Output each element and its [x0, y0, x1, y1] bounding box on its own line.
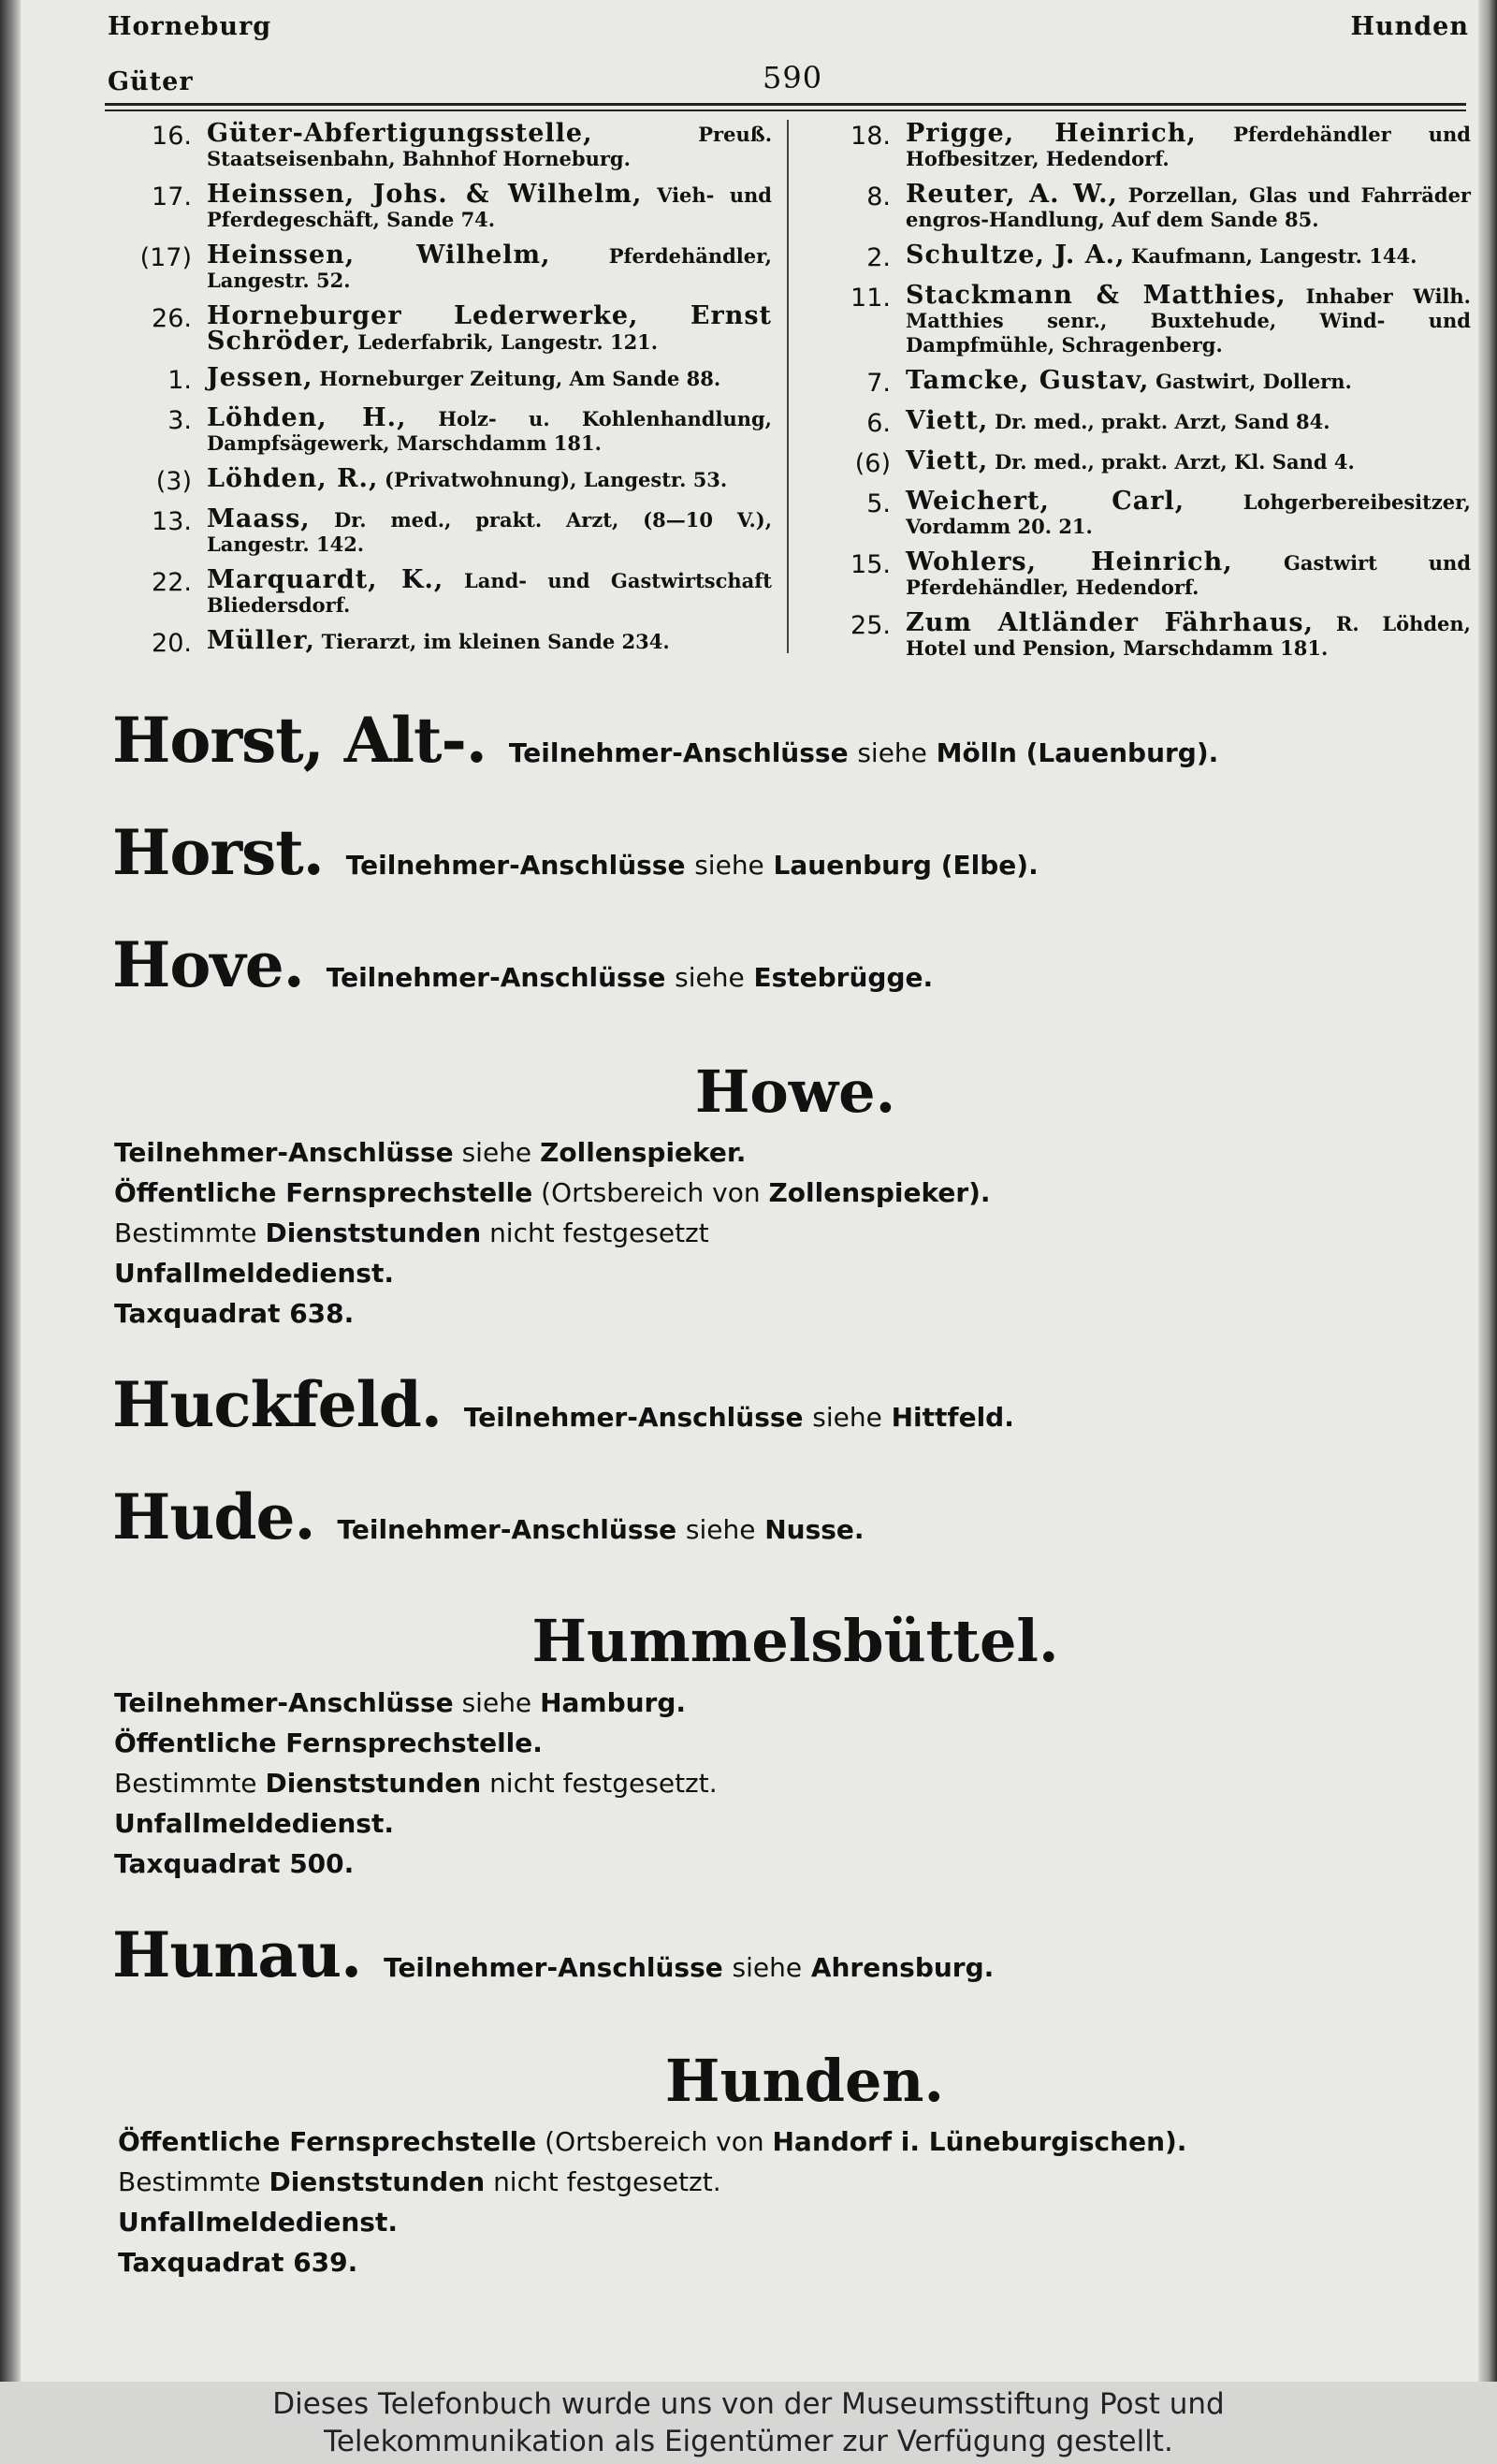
see-word: siehe [812, 1402, 882, 1433]
subscriber-text [906, 608, 1471, 661]
see-word: siehe [675, 962, 745, 993]
subscriber-details: Dr. med., prakt. Arzt, Kl. Sand 4. [994, 450, 1355, 474]
subscriber-name: Löhden, H., [207, 403, 407, 432]
subscriber-entry [816, 281, 1471, 357]
subscriber-details: Preuß. Staatseisenbahn, Bahnhof Horneburg. [207, 123, 772, 170]
subscriber-details: Lohgerbereibesitzer, Vordamm 20. 21. [906, 490, 1471, 538]
subscriber-name: Heinssen, Wilhelm, [207, 241, 551, 270]
info-text: Teilnehmer-Anschlüsse [114, 1687, 454, 1718]
subscriber-details: Land- und Gastwirtschaft Bliedersdorf. [207, 569, 772, 617]
subscriber-name: Prigge, Heinrich, [906, 119, 1197, 148]
info-text: Bestimmte [118, 2166, 261, 2197]
subscriber-number: 3. [167, 406, 192, 435]
subscriber-name: Löhden, R., [207, 464, 379, 493]
hummelsbuettel-info [114, 1683, 718, 1884]
subscriber-text [207, 504, 772, 557]
footer-line: Telekommunikation als Eigentümer zur Verfügung gestellt. [324, 2425, 1173, 2458]
subscriber-details: Gastwirt, Dollern. [1155, 370, 1352, 393]
subscriber-name: Viett, [906, 406, 989, 435]
place-name: Horst, Alt-. [112, 704, 487, 777]
place-name: Hude. [112, 1480, 315, 1553]
subscriber-text [906, 489, 1471, 539]
subscriber-entry [117, 363, 772, 395]
copyright-footer [0, 2382, 1497, 2464]
subscriber-name: Weichert, Carl, [906, 487, 1185, 516]
subscriber-number: 5. [866, 489, 891, 518]
running-head-sub: Güter [108, 67, 194, 96]
info-text: nicht festgesetzt [489, 1217, 709, 1248]
subscriber-entry [816, 446, 1471, 478]
see-word: siehe [857, 737, 927, 768]
subscriber-details: Pferdehändler und Hofbesitzer, Hedendorf. [906, 123, 1471, 170]
subscriber-text [207, 626, 772, 658]
info-text: Zollenspieker. [540, 1137, 747, 1168]
info-text: Dienststunden [269, 2166, 486, 2197]
info-text: Unfallmeldedienst. [114, 1258, 394, 1289]
subscriber-number: 18. [850, 122, 891, 151]
subscriber-text [906, 366, 1471, 398]
subscriber-text [906, 406, 1471, 438]
subscriber-entry [816, 119, 1471, 171]
see-target: Estebrügge. [753, 962, 934, 993]
subscriber-name: Güter-Abfertigungsstelle, [207, 119, 593, 148]
place-hunau [112, 1918, 994, 1991]
subscriber-entry [117, 504, 772, 557]
subscriber-details: Horneburger Zeitung, Am Sande 88. [319, 367, 721, 390]
place-name: Horst. [112, 816, 324, 889]
subscriber-name: Reuter, A. W., [906, 180, 1118, 209]
header-rule-thin [105, 109, 1466, 111]
subscriber-text [207, 403, 772, 456]
subscriber-name: Schultze, J. A., [906, 241, 1126, 270]
subscriber-entry [816, 489, 1471, 539]
subscriber-number: 16. [152, 122, 192, 151]
info-text: Taxquadrat 500. [114, 1848, 355, 1879]
hunden-info [118, 2121, 1186, 2282]
see-word: siehe [694, 850, 764, 881]
subscriber-entry [117, 626, 772, 658]
subscriber-details: R. Löhden, Hotel und Pension, Marschdamm 181. [906, 612, 1471, 660]
subscriber-text [207, 243, 772, 293]
subscriber-name: Heinssen, Johs. & Wilhelm, [207, 180, 643, 209]
place-name: Huckfeld. [112, 1368, 442, 1441]
subscriber-entry [816, 182, 1471, 232]
info-text: (Ortsbereich von [541, 1177, 761, 1208]
subscriber-name: Marquardt, K., [207, 565, 444, 594]
info-text: siehe [461, 1687, 532, 1718]
place-horst [112, 816, 1039, 889]
info-text: siehe [461, 1137, 532, 1168]
subscriber-entry [816, 366, 1471, 398]
place-name: Hove. [112, 928, 304, 1001]
info-text: Öffentliche Fernsprechstelle [118, 2126, 537, 2157]
subscriber-number: 11. [850, 284, 891, 313]
subscriber-name: Müller, [207, 626, 315, 655]
see-target: Lauenburg (Elbe). [773, 850, 1039, 881]
subscriber-details: Dr. med., prakt. Arzt, (8—10 V.), Langestr. 142. [207, 508, 772, 556]
subscriber-number: 1. [167, 366, 192, 395]
subscriber-name: Zum Altländer Fährhaus, [906, 608, 1315, 637]
subscriber-text [207, 464, 772, 496]
info-text: Dienststunden [265, 1217, 482, 1248]
place-hude [112, 1480, 865, 1553]
subscriber-entry [117, 565, 772, 618]
subscriber-text [207, 119, 772, 171]
subscriber-name: Viett, [906, 446, 989, 475]
subscriber-details: Vieh- und Pferdegeschäft, Sande 74. [207, 183, 772, 231]
subscriber-number: 25. [850, 611, 891, 640]
subscriber-details: Holz- u. Kohlenhandlung, Dampfsägewerk, Marschdamm 181. [207, 407, 772, 455]
subscriber-text [207, 301, 772, 356]
subscriber-number: 17. [152, 182, 192, 211]
see-prefix: Teilnehmer-Anschlüsse [384, 1952, 723, 1983]
subscriber-number: (17) [139, 243, 192, 272]
subscriber-text [207, 182, 772, 232]
subscriber-number: (3) [155, 467, 192, 496]
info-text: (Ortsbereich von [545, 2126, 764, 2157]
subscriber-name: Maass, [207, 504, 311, 533]
see-target: Ahrensburg. [810, 1952, 995, 1983]
info-text: Taxquadrat 639. [118, 2247, 358, 2278]
info-text: nicht festgesetzt. [489, 1768, 718, 1799]
place-huckfeld [112, 1368, 1014, 1441]
see-word: siehe [732, 1952, 803, 1983]
see-prefix: Teilnehmer-Anschlüsse [345, 850, 686, 881]
subscriber-number: 2. [866, 243, 891, 272]
subscriber-details: Porzellan, Glas und Fahrräder engros-Handlung, Auf dem Sande 85. [906, 183, 1471, 231]
subscriber-number: 15. [850, 550, 891, 579]
place-name: Hunau. [112, 1918, 362, 1991]
subscriber-number: 22. [152, 568, 192, 597]
subscriber-entry [117, 301, 772, 356]
see-target: Mölln (Lauenburg). [936, 737, 1219, 768]
info-text: Taxquadrat 638. [114, 1298, 355, 1329]
subscriber-number: 20. [152, 629, 192, 658]
subscriber-number: 8. [866, 182, 891, 211]
see-prefix: Teilnehmer-Anschlüsse [326, 962, 666, 993]
footer-line: Dieses Telefonbuch wurde uns von der Museumsstiftung Post und [272, 2387, 1225, 2421]
section-title-hummelsbuettel: Hummelsbüttel. [531, 1607, 1059, 1675]
subscriber-number: 13. [152, 507, 192, 536]
subscriber-entry [117, 119, 772, 171]
running-head-left: Horneburg [108, 12, 272, 41]
subscriber-entry [117, 403, 772, 456]
subscriber-list-left [117, 119, 772, 669]
see-word: siehe [685, 1514, 756, 1545]
info-text: Hamburg. [540, 1687, 687, 1718]
subscriber-entry [117, 464, 772, 496]
subscriber-number: 26. [152, 304, 192, 333]
book-spine-shadow [0, 0, 21, 2382]
place-horst-alt [112, 704, 1218, 777]
subscriber-text [906, 119, 1471, 171]
see-target: Nusse. [764, 1514, 865, 1545]
subscriber-text [906, 547, 1471, 600]
info-text: Dienststunden [265, 1768, 482, 1799]
subscriber-text [207, 363, 772, 395]
info-text: Bestimmte [114, 1768, 257, 1799]
subscriber-name: Stackmann & Matthies, [906, 281, 1286, 310]
subscriber-details: Lederfabrik, Langestr. 121. [357, 330, 659, 354]
subscriber-details: (Privatwohnung), Langestr. 53. [385, 468, 728, 491]
info-text: Unfallmeldedienst. [114, 1808, 394, 1839]
see-prefix: Teilnehmer-Anschlüsse [508, 737, 849, 768]
section-title-hunden: Hunden. [664, 2047, 945, 2115]
subscriber-entry [816, 547, 1471, 600]
subscriber-entry [117, 243, 772, 293]
info-text: Öffentliche Fernsprechstelle. [114, 1728, 543, 1758]
info-text: Zollenspieker). [768, 1177, 991, 1208]
subscriber-details: Kaufmann, Langestr. 144. [1131, 244, 1417, 268]
subscriber-details: Inhaber Wilh. Matthies senr., Buxtehude, Wind- und Dampfmühle, Schragenberg. [906, 284, 1471, 357]
subscriber-text [906, 243, 1471, 272]
info-text: Bestimmte [114, 1217, 257, 1248]
subscriber-details: Pferdehändler, Langestr. 52. [207, 244, 772, 292]
section-title-howe: Howe. [694, 1057, 896, 1126]
info-text: Handorf i. Lüneburgischen). [772, 2126, 1187, 2157]
page-number: 590 [763, 60, 823, 95]
place-hove [112, 928, 933, 1001]
subscriber-number: 7. [866, 369, 891, 398]
subscriber-name: Tamcke, Gustav, [906, 366, 1150, 395]
subscriber-text [906, 446, 1471, 478]
see-prefix: Teilnehmer-Anschlüsse [337, 1514, 677, 1545]
subscriber-details: Dr. med., prakt. Arzt, Sand 84. [994, 410, 1330, 433]
info-text: nicht festgesetzt. [493, 2166, 721, 2197]
running-head-right: Hunden [1350, 12, 1469, 41]
column-divider [787, 120, 789, 653]
subscriber-entry [816, 406, 1471, 438]
subscriber-text [207, 565, 772, 618]
subscriber-text [906, 281, 1471, 357]
subscriber-list-right [816, 119, 1471, 672]
page-edge-shadow [1478, 0, 1497, 2382]
subscriber-text [906, 182, 1471, 232]
howe-info [114, 1132, 991, 1334]
header-rule [105, 103, 1466, 106]
info-text: Teilnehmer-Anschlüsse [114, 1137, 454, 1168]
info-text: Öffentliche Fernsprechstelle [114, 1177, 533, 1208]
subscriber-name: Horneburger Lederwerke, Ernst Schröder, [207, 301, 772, 356]
subscriber-details: Gastwirt und Pferdehändler, Hedendorf. [906, 551, 1471, 599]
subscriber-name: Wohlers, Heinrich, [906, 547, 1233, 576]
subscriber-details: Tierarzt, im kleinen Sande 234. [321, 630, 670, 653]
subscriber-number: 6. [866, 409, 891, 438]
see-prefix: Teilnehmer-Anschlüsse [463, 1402, 804, 1433]
see-target: Hittfeld. [891, 1402, 1014, 1433]
subscriber-number: (6) [854, 449, 891, 478]
subscriber-entry [117, 182, 772, 232]
subscriber-entry [816, 243, 1471, 272]
subscriber-name: Jessen, [207, 363, 313, 392]
info-text: Unfallmeldedienst. [118, 2207, 398, 2238]
subscriber-entry [816, 608, 1471, 661]
